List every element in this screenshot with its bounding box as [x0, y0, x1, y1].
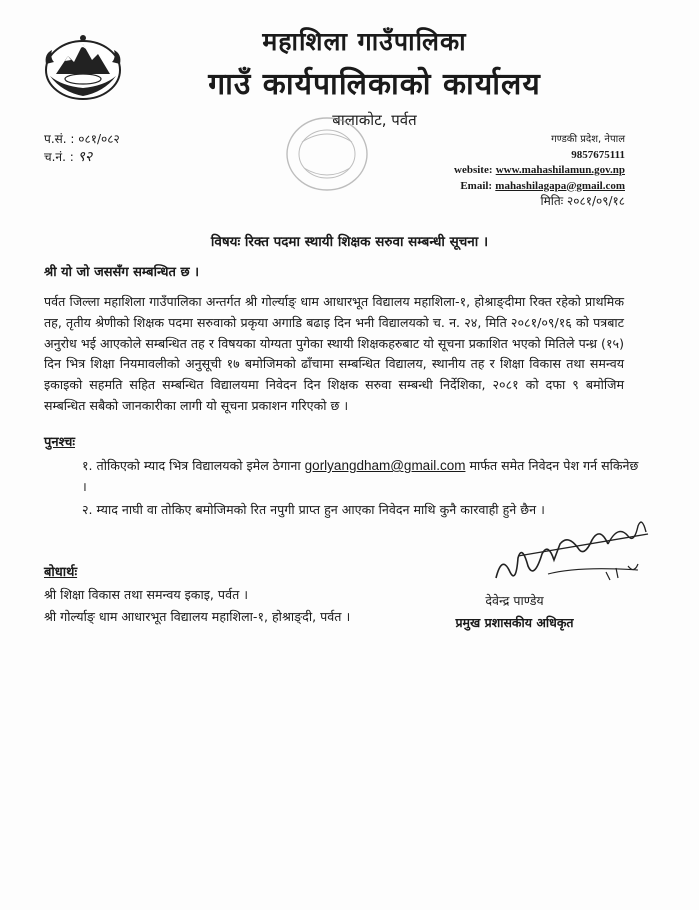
website-line [454, 163, 625, 179]
postscript-title: पुनश्चः [44, 435, 76, 450]
salutation: श्री यो जो जससँग सम्बन्धित छ । [44, 265, 200, 280]
subject-line: विषयः रिक्त पदमा स्थायी शिक्षक सरुवा सम्बन्धी सूचना । [210, 234, 489, 250]
website-link[interactable]: www.mahashilamun.gov.np [495, 164, 625, 176]
postscript-item-1-text: १. तोकिएको म्याद भित्र विद्यालयको इमेल ठेगाना [82, 458, 305, 473]
chalani-handwritten: ९२ [77, 149, 93, 165]
office-stamp-icon [282, 112, 372, 196]
letter-date: मितिः २०८१/०९/१८ [540, 194, 625, 208]
signatory-name: देवेन्द्र पाण्डेय [485, 593, 544, 608]
signature-icon [488, 514, 658, 594]
school-email-link[interactable]: gorlyangdham@gmail.com [304, 458, 466, 473]
cc-item-2: श्री गोर्ल्याङ् धाम आधारभूत विद्यालय महाशिला-१, होश्राङ्दी, पर्वत । [44, 609, 351, 624]
municipality-name: महाशिला गाउँपालिका [262, 27, 467, 56]
cc-item-1: श्री शिक्षा विकास तथा समन्वय इकाइ, पर्वत । [44, 587, 249, 602]
email-label: Email: [460, 179, 493, 192]
body-paragraph: पर्वत जिल्ला महाशिला गाउँपालिका अन्तर्गत श्री गोर्ल्याङ् धाम आधारभूत विद्यालय महाशिला-१, होश्राङ्दीमा रिक्त रहेको प्राथमिक तह, तृतीय श्रेणीको शिक्षक पदमा सरुवाको प्रकृया अगाडि बढाइ दिन भनी विद्यालयको च. न. २४, मिति २०८१/०९/१६ को पत्रबाट अनुरोध भई आएकोले सम्बन्धित तह र विषयका योग्यता पुगेका स्थायी शिक्षकहरुबाट यो सूचना प्रकाशित भएको मितिले पन्ध्र (१५) दिन भित्र शिक्षा नियमावलीको अनुसूची १७ बमोजिमको ढाँचामा सम्बन्धित विद्यालय, स्थानीय तह र शिक्षा विकास तथा समन्वय इकाइको सहमति सहित सम्बन्धित विद्यालयमा निवेदन दिन शिक्षक सरुवा सम्बन्धी निर्देशिका, २०८१ को दफा ९ बमोजिम सम्बन्धित सबैको जानकारीका लागी यो सूचना प्रकाशन गरिएको छ । [44, 294, 624, 413]
contact-block [454, 132, 625, 210]
email-link[interactable]: mahashilagapa@gmail.com [495, 179, 625, 192]
signatory-title: प्रमुख प्रशासकीय अधिकृत [455, 615, 574, 630]
website-label: website: [454, 164, 493, 176]
chalani-number [44, 148, 120, 166]
postscript-item-1-tail: मार्फत समेत निवेदन पेश गर्न सकिनेछ । [82, 458, 639, 494]
office-name: गाउँ कार्यपालिकाको कार्यालय [208, 67, 541, 102]
reference-block [44, 130, 120, 166]
province: गण्डकी प्रदेश, नेपाल [551, 134, 625, 145]
postscript-item-1 [82, 456, 642, 497]
cc-title: बोधार्थः [44, 565, 78, 580]
phone-number: 9857675111 [571, 148, 625, 161]
postscript-item-2: २. म्याद नाघी वा तोकिए बमोजिमको रित नपुगी प्राप्त हुन आएका निवेदन माथि कुनै कारवाही हुने छैन । [82, 502, 545, 517]
email-line [454, 179, 625, 195]
office-location: बालाकोट, पर्वत [332, 111, 417, 129]
patra-sankhya: प.सं. : ०८१/०८२ [44, 132, 120, 146]
chalani-label: च.नं. : [44, 150, 78, 164]
